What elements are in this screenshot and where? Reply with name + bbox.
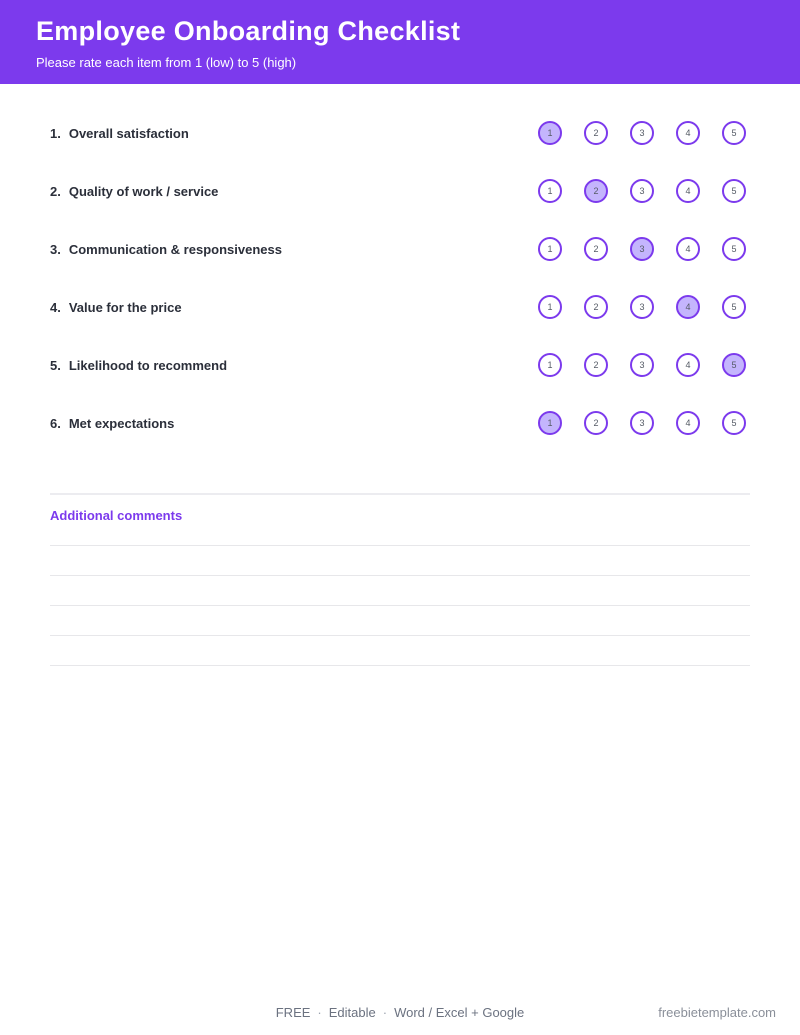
rating-option-5[interactable]: 5 xyxy=(722,237,746,261)
rating-option-1[interactable]: 1 xyxy=(538,353,562,377)
rating-item xyxy=(50,336,750,394)
rating-item-number: 3. xyxy=(50,242,61,257)
rating-item-number: 5. xyxy=(50,358,61,373)
footer-formats: Word / Excel + Google xyxy=(394,1005,525,1020)
rating-option-3[interactable]: 3 xyxy=(630,179,654,203)
rating-item-label xyxy=(50,242,282,257)
rating-item xyxy=(50,162,750,220)
footer-separator: · xyxy=(382,1005,388,1020)
footer-free: FREE xyxy=(275,1005,311,1020)
comment-line[interactable] xyxy=(50,665,750,666)
page-subtitle: Please rate each item from 1 (low) to 5 (high) xyxy=(36,55,297,70)
comment-line[interactable] xyxy=(50,605,750,606)
rating-item xyxy=(50,220,750,278)
rating-list xyxy=(50,104,750,452)
rating-option-3[interactable]: 3 xyxy=(630,411,654,435)
rating-item-label xyxy=(50,184,218,199)
rating-option-1[interactable]: 1 xyxy=(538,237,562,261)
rating-item-number: 4. xyxy=(50,300,61,315)
rating-item-label xyxy=(50,416,174,431)
header-banner xyxy=(0,0,800,84)
rating-item-number: 1. xyxy=(50,126,61,141)
rating-item xyxy=(50,394,750,452)
rating-item-text: Communication & responsiveness xyxy=(68,242,282,257)
rating-option-4[interactable]: 4 xyxy=(676,295,700,319)
footer-editable: Editable xyxy=(328,1005,376,1020)
rating-option-5[interactable]: 5 xyxy=(722,353,746,377)
rating-option-2[interactable]: 2 xyxy=(584,237,608,261)
rating-item-text: Met expectations xyxy=(68,416,175,431)
footer-separator: · xyxy=(317,1005,322,1020)
rating-item-text: Value for the price xyxy=(68,300,182,315)
rating-option-2[interactable]: 2 xyxy=(584,121,608,145)
rating-option-5[interactable]: 5 xyxy=(722,295,746,319)
comment-line[interactable] xyxy=(50,575,750,576)
rating-option-5[interactable]: 5 xyxy=(722,121,746,145)
rating-item-text: Quality of work / service xyxy=(68,184,219,199)
rating-option-4[interactable]: 4 xyxy=(676,237,700,261)
section-divider xyxy=(50,493,750,495)
rating-option-4[interactable]: 4 xyxy=(676,121,700,145)
rating-option-4[interactable]: 4 xyxy=(676,353,700,377)
footer-site[interactable]: freebietemplate.com xyxy=(658,1005,776,1020)
rating-option-2[interactable]: 2 xyxy=(584,411,608,435)
rating-item-text: Likelihood to recommend xyxy=(68,358,228,373)
rating-option-5[interactable]: 5 xyxy=(722,179,746,203)
comment-line[interactable] xyxy=(50,635,750,636)
rating-option-4[interactable]: 4 xyxy=(676,411,700,435)
rating-item xyxy=(50,278,750,336)
rating-item-label xyxy=(50,358,227,373)
rating-option-3[interactable]: 3 xyxy=(630,295,654,319)
rating-option-2[interactable]: 2 xyxy=(584,179,608,203)
rating-option-5[interactable]: 5 xyxy=(722,411,746,435)
rating-option-1[interactable]: 1 xyxy=(538,179,562,203)
rating-option-2[interactable]: 2 xyxy=(584,295,608,319)
rating-option-2[interactable]: 2 xyxy=(584,353,608,377)
comment-line[interactable] xyxy=(50,545,750,546)
rating-item-text: Overall satisfaction xyxy=(68,126,189,141)
rating-item-label xyxy=(50,126,189,141)
comments-heading: Additional comments xyxy=(50,508,183,523)
rating-item xyxy=(50,104,750,162)
rating-option-4[interactable]: 4 xyxy=(676,179,700,203)
rating-option-1[interactable]: 1 xyxy=(538,411,562,435)
rating-item-number: 6. xyxy=(50,416,61,431)
rating-option-1[interactable]: 1 xyxy=(538,121,562,145)
rating-item-label xyxy=(50,300,182,315)
rating-option-1[interactable]: 1 xyxy=(538,295,562,319)
rating-item-number: 2. xyxy=(50,184,61,199)
rating-option-3[interactable]: 3 xyxy=(630,237,654,261)
rating-option-3[interactable]: 3 xyxy=(630,121,654,145)
rating-option-3[interactable]: 3 xyxy=(630,353,654,377)
page-title: Employee Onboarding Checklist xyxy=(36,16,461,46)
